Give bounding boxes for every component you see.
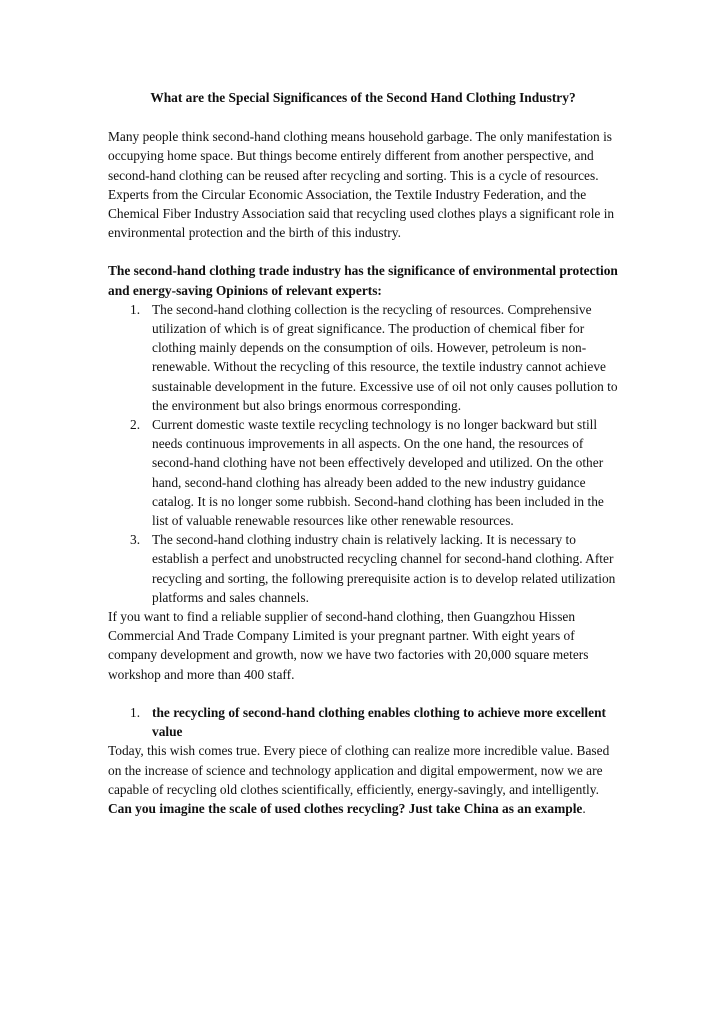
closing-paragraph <box>108 799 618 818</box>
list-item <box>108 415 618 530</box>
list-item-number: 1. <box>130 704 141 720</box>
list-item <box>108 300 618 415</box>
page-title: What are the Special Significances of the Second Hand Clothing Industry? <box>150 90 576 105</box>
section-heading-expert-opinions: The second-hand clothing trade industry has the significance of environmental protection and energy-saving Opinions of relevant experts: <box>108 263 618 298</box>
list-item-text: The second-hand clothing collection is the recycling of resources. Comprehensive utilization of which is of great significance. The production of chemical fiber for clothing mainly depends on the consumption of oils. However, petroleum is non-renewable. Without the recycling of this resource, the textile industry cannot achieve sustainable development in the future. Excessive use of oil not only causes pollution to the environment but also brings enormous corresponding. <box>152 301 618 413</box>
supplier-paragraph: If you want to find a reliable supplier of second-hand clothing, then Guangzhou Hissen Commercial And Trade Company Limited is your pregnant partner. With eight years of company development and growth, now we have two factories with 20,000 square meters workshop and more than 400 staff. <box>108 609 589 682</box>
list-item-number: 2. <box>130 417 141 433</box>
document-page <box>108 88 618 818</box>
list-item-text: Current domestic waste textile recycling technology is no longer backward but still needs continuous improvements in all aspects. On the one hand, the resources of second-hand clothing have not been effectively developed and utilized. On the other hand, second-hand clothing has already been added to the new industry guidance catalog. It is no longer some rubbish. Second-hand clothing has been included in the list of valuable renewable resources like other renewable resources. <box>152 417 604 529</box>
expert-opinions-list <box>108 300 618 607</box>
list-item-number: 3. <box>130 532 141 548</box>
closing-period: . <box>582 800 586 816</box>
list-item-number: 1. <box>130 301 141 317</box>
list-item <box>108 703 618 741</box>
value-list <box>108 703 618 741</box>
today-paragraph: Today, this wish comes true. Every piece of clothing can realize more incredible value. Based on the increase of science and technology application and digital empowerment, now we are capable of recycling old clothes scientifically, efficiently, energy-savingly, and intelligently. <box>108 743 610 797</box>
paragraph-spacer <box>108 684 618 703</box>
paragraph-spacer <box>108 242 618 261</box>
intro-paragraph: Many people think second-hand clothing means household garbage. The only manifestation is occupying home space. But things become entirely different from another perspective, and second-hand clothing can be reused after recycling and sorting. This is a cycle of resources. Experts from the Circular Economic Association, the Textile Industry Federation, and the Chemical Fiber Industry Association said that recycling used clothes plays a significant role in environmental protection and the birth of this industry. <box>108 129 615 241</box>
list-item-text: The second-hand clothing industry chain is relatively lacking. It is necessary to establish a perfect and unobstructed recycling channel for second-hand clothing. After recycling and sorting, the following prerequisite action is to develop related utilization platforms and sales channels. <box>152 532 616 605</box>
list-item-text: the recycling of second-hand clothing enables clothing to achieve more excellent value <box>152 704 606 740</box>
closing-question: Can you imagine the scale of used clothes recycling? Just take China as an example <box>108 800 583 816</box>
list-item <box>108 530 618 607</box>
